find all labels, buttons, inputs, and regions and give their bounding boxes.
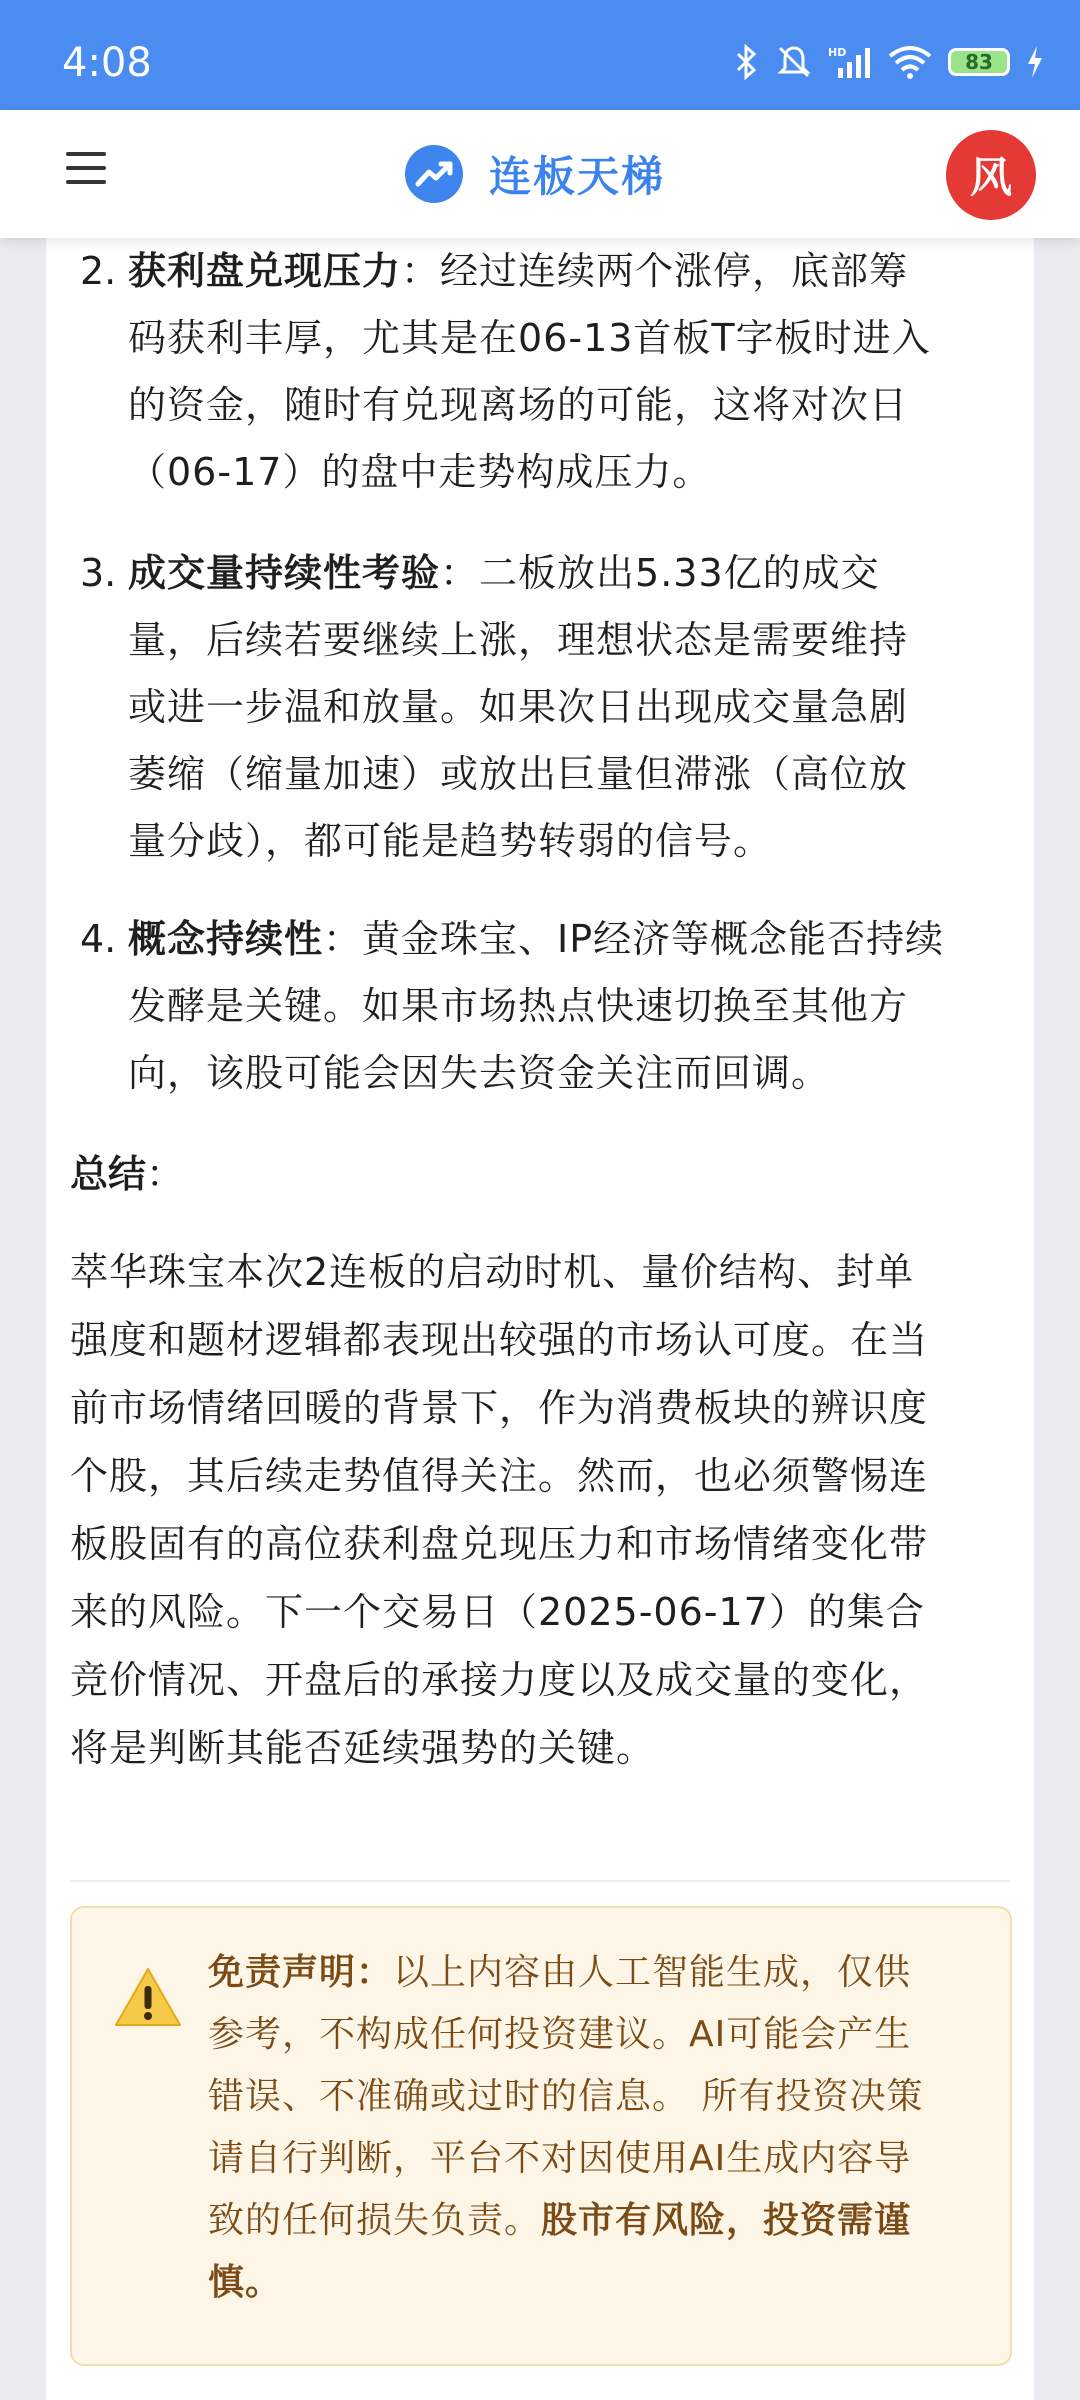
summary-body [70, 1238, 1014, 1782]
list-number: 2. [80, 249, 117, 293]
bluetooth-icon [734, 44, 760, 80]
list-item-heading: 成交量持续性考验 [128, 551, 441, 595]
summary-line: 强度和题材逻辑都表现出较强的市场认可度。在当 [70, 1318, 929, 1362]
disclaimer-label: 免责声明： [208, 1952, 394, 1993]
summary-title: 总结 [70, 1152, 147, 1196]
list-item-heading: 概念持续性 [128, 917, 324, 961]
hd-signal-icon [828, 44, 872, 80]
summary-line: 竞价情况、开盘后的承接力度以及成交量的变化， [70, 1658, 929, 1702]
list-item-line: 萎缩（缩量加速）或放出巨量但滞涨（高位放 [128, 752, 909, 796]
list-item-line: 向，该股可能会因失去资金关注而回调。 [128, 1051, 831, 1095]
status-icons [734, 44, 1044, 80]
status-time: 4:08 [62, 40, 152, 86]
battery-level: 83 [965, 50, 993, 74]
risk-warning: 股市有风险，投资需谨 [541, 2200, 912, 2241]
status-bar [0, 0, 1080, 110]
list-item-colon: ： [323, 917, 363, 961]
disclaimer-text [208, 1942, 976, 2314]
trend-chart-icon [405, 145, 463, 203]
list-item-heading: 获利盘兑现压力 [128, 249, 402, 293]
svg-text:HD: HD [828, 46, 847, 59]
list-item-text [128, 238, 1012, 506]
page-title: 连板天梯 [489, 152, 666, 201]
content-card [46, 238, 1034, 2400]
summary-line: 个股，其后续走势值得关注。然而，也必须警惕连 [70, 1454, 929, 1498]
summary-colon: ： [146, 1152, 185, 1196]
list-item-line: （06-17）的盘中走势构成压力。 [128, 450, 712, 494]
list-item-line: 发酵是关键。如果市场热点快速切换至其他方 [128, 984, 909, 1028]
list-item-line: 的资金，随时有兑现离场的可能，这将对次日 [128, 383, 909, 427]
wifi-icon [888, 44, 932, 80]
list-item-line: 经过连续两个涨停，底部筹 [440, 249, 909, 293]
list-item-line: 二板放出5.33亿的成交 [479, 551, 880, 595]
warning-icon [114, 1966, 182, 2028]
list-item-line: 黄金珠宝、IP经济等概念能否持续 [362, 917, 945, 961]
disclaimer-line: 致的任何损失负责。 [208, 2200, 542, 2241]
disclaimer-box [70, 1906, 1012, 2366]
summary-line: 前市场情绪回暖的背景下，作为消费板块的辨识度 [70, 1386, 929, 1430]
summary-line: 萃华珠宝本次2连板的启动时机、量价结构、封单 [70, 1250, 915, 1294]
risk-warning-end: 慎。 [208, 2262, 283, 2303]
menu-icon[interactable] [66, 152, 106, 192]
list-item-text [128, 540, 1012, 875]
list-item-text [128, 906, 1012, 1107]
battery-icon [948, 48, 1010, 76]
disclaimer-line: 参考，不构成任何投资建议。AI可能会产生 [208, 2014, 912, 2055]
list-item-colon: ： [440, 551, 480, 595]
divider [70, 1880, 1010, 1882]
app-header [0, 110, 1080, 238]
list-item-line: 量，后续若要继续上涨，理想状态是需要维持 [128, 618, 909, 662]
summary-line: 板股固有的高位获利盘兑现压力和市场情绪变化带 [70, 1522, 929, 1566]
list-item-colon: ： [401, 249, 441, 293]
list-number: 3. [80, 551, 117, 595]
disclaimer-line: 以上内容由人工智能生成，仅供 [393, 1952, 912, 1993]
list-item-line: 码获利丰厚，尤其是在06-13首板T字板时进入 [128, 316, 931, 360]
avatar[interactable]: 风 [946, 130, 1036, 220]
summary-heading [70, 1146, 184, 1202]
list-item-line: 量分歧），都可能是趋势转弱的信号。 [128, 819, 773, 863]
mute-icon [776, 44, 812, 80]
list-number: 4. [80, 917, 117, 961]
disclaimer-line: 请自行判断，平台不对因使用AI生成内容导 [208, 2138, 912, 2179]
disclaimer-line: 错误、不准确或过时的信息。 所有投资决策 [208, 2076, 924, 2117]
list-item-line: 或进一步温和放量。如果次日出现成交量急剧 [128, 685, 909, 729]
brand [405, 144, 665, 204]
summary-line: 将是判断其能否延续强势的关键。 [70, 1726, 656, 1770]
charging-icon [1026, 45, 1044, 79]
summary-line: 来的风险。下一个交易日（2025-06-17）的集合 [70, 1590, 925, 1634]
